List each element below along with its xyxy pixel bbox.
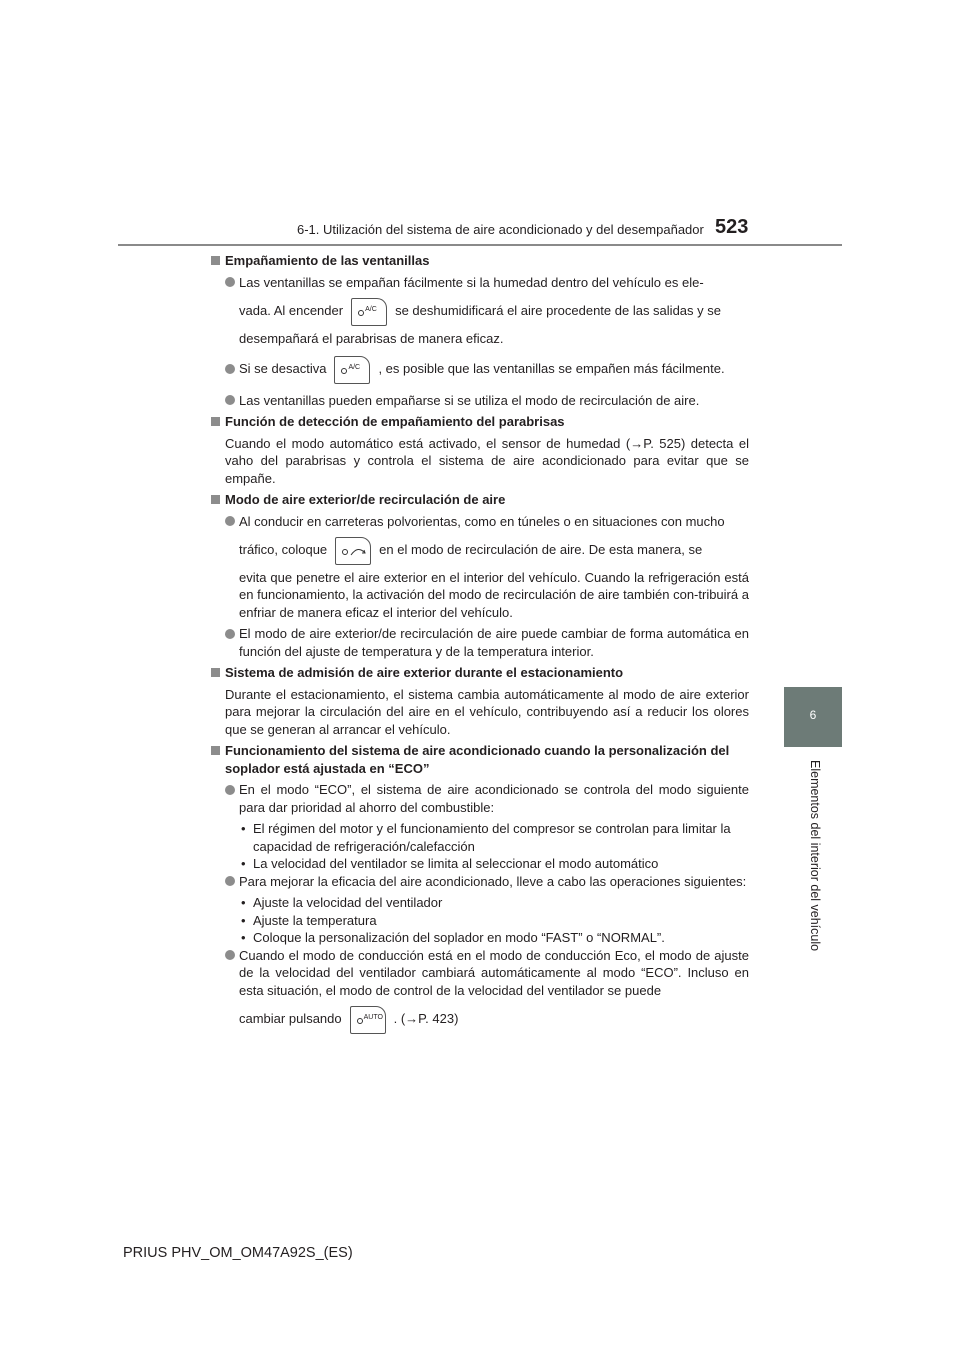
sub-list-item: • El régimen del motor y el funcionamiento del compresor se controlan para limitar la capacidad de refrigeración/calefacción bbox=[241, 821, 731, 854]
square-bullet-icon bbox=[211, 417, 220, 426]
list-item: Las ventanillas pueden empañarse si se utiliza el modo de recirculación de aire. bbox=[211, 392, 749, 410]
list-item: Para mejorar la eficacia del aire acondicionado, lleve a cabo las operaciones siguientes: bbox=[211, 873, 749, 891]
list-item: Cuando el modo de conducción está en el modo de conducción Eco, el modo de ajuste de la velocidad del ventilador cambiará automáticamente al modo “ECO”. Incluso en esta situación, el modo de control de la velocidad del ventilador se puede bbox=[211, 947, 749, 1000]
document-footer: PRIUS PHV_OM_OM47A92S_(ES) bbox=[123, 1245, 353, 1261]
round-bullet-icon bbox=[225, 950, 235, 960]
list-item: Las ventanillas se empañan fácilmente si la humedad dentro del vehículo es ele- bbox=[211, 274, 749, 292]
list-item: Al conducir en carreteras polvorientas, como en túneles o en situaciones con mucho bbox=[211, 513, 749, 531]
paragraph: Cuando el modo automático está activado, el sensor de humedad (→P. 525) detecta el vaho del parabrisas y controla el sistema de aire acondicionado para evitar que se empañe. bbox=[225, 435, 749, 486]
section-heading: Función de detección de empañamiento del parabrisas bbox=[211, 413, 749, 431]
list-item: vada. Al encender A/C se deshumidificará el aire procedente de las salidas y se bbox=[211, 297, 749, 326]
list-item: desempañará el parabrisas de manera eficaz. bbox=[239, 330, 504, 346]
round-bullet-icon bbox=[225, 876, 235, 886]
square-bullet-icon bbox=[211, 495, 220, 504]
square-bullet-icon bbox=[211, 668, 220, 677]
page-number: 523 bbox=[715, 216, 749, 238]
section-header: 6-1. Utilización del sistema de aire acondicionado y del desempañador bbox=[297, 222, 704, 237]
header-divider bbox=[118, 244, 842, 246]
list-item: tráfico, coloque en el modo de recirculación de aire. De esta manera, se bbox=[211, 536, 749, 565]
sub-list-item: • Ajuste la velocidad del ventilador bbox=[241, 895, 443, 911]
recirculation-button-icon bbox=[335, 537, 371, 565]
chapter-label: Elementos del interior del vehículo bbox=[808, 760, 822, 952]
auto-button-icon: AUTO bbox=[350, 1006, 386, 1034]
round-bullet-icon bbox=[225, 516, 235, 526]
round-bullet-icon bbox=[225, 277, 235, 287]
round-bullet-icon bbox=[225, 785, 235, 795]
sub-list-item: • Ajuste la temperatura bbox=[241, 912, 377, 928]
ac-button-icon: A/C bbox=[351, 298, 387, 326]
list-item: El modo de aire exterior/de recirculación de aire puede cambiar de forma automática en función del ajuste de temperatura y de la temperatura interior. bbox=[211, 625, 749, 660]
round-bullet-icon bbox=[225, 629, 235, 639]
round-bullet-icon bbox=[225, 395, 235, 405]
section-heading: Empañamiento de las ventanillas bbox=[211, 252, 749, 270]
list-item: cambiar pulsando AUTO . (→P. 423) bbox=[211, 1005, 749, 1034]
sub-list-item: • Coloque la personalización del soplador en modo “FAST” o “NORMAL”. bbox=[241, 930, 665, 946]
square-bullet-icon bbox=[211, 256, 220, 265]
section-heading: Modo de aire exterior/de recirculación de aire bbox=[211, 491, 749, 509]
list-item: En el modo “ECO”, el sistema de aire acondicionado se controla del modo siguiente para dar prioridad al ahorro del combustible: bbox=[211, 781, 749, 816]
list-item: evita que penetre el aire exterior en el interior del vehículo. Cuando la refrigeración está en funcionamiento, la activación del modo de recirculación de aire también con-tribuirá a enfriar de manera eficaz el interior del vehículo. bbox=[239, 569, 749, 620]
main-content bbox=[211, 252, 749, 1034]
sub-list-item: • La velocidad del ventilador se limita al seleccionar el modo automático bbox=[241, 856, 659, 872]
square-bullet-icon bbox=[211, 746, 220, 755]
section-heading: Funcionamiento del sistema de aire acondicionado cuando la personalización del soplador está ajustada en “ECO” bbox=[211, 742, 749, 777]
paragraph: Durante el estacionamiento, el sistema cambia automáticamente al modo de aire exterior para mejorar la circulación del aire en el vehículo, contribuyendo así a reducir los olores que se generan al arrancar el vehículo. bbox=[225, 686, 749, 737]
chapter-number: 6 bbox=[809, 708, 817, 722]
section-heading: Sistema de admisión de aire exterior durante el estacionamiento bbox=[211, 664, 749, 682]
ac-button-icon: A/C bbox=[334, 356, 370, 384]
list-item: Si se desactiva A/C , es posible que las ventanillas se empañen más fácilmente. bbox=[211, 355, 749, 384]
round-bullet-icon bbox=[225, 364, 235, 374]
